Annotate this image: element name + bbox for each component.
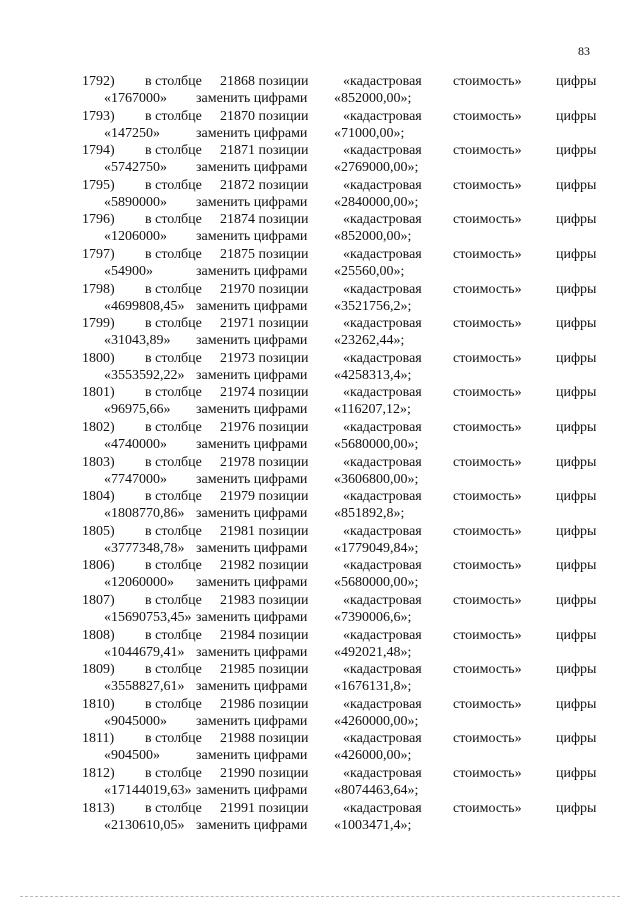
item-number: 1797): [82, 247, 115, 262]
amendment-item: [0, 73, 640, 107]
old-value: «31043,89»: [104, 333, 171, 349]
digits-word: цифры: [556, 143, 597, 159]
item-number: 1808): [82, 627, 115, 643]
replace-phrase: заменить цифрами: [196, 506, 308, 522]
item-number: 1811): [82, 731, 115, 747]
position-number: 21986 позиции: [220, 696, 309, 712]
old-value: «9045000»: [104, 713, 167, 729]
new-value: «25560,00»;: [334, 264, 405, 279]
value-word: стоимость»: [453, 281, 522, 297]
digits-word: цифры: [556, 800, 597, 816]
old-value: «1808770,86»: [104, 506, 185, 522]
value-word: стоимость»: [453, 143, 522, 159]
new-value: «71000,00»;: [334, 125, 405, 141]
cadastral-word: «кадастровая: [343, 247, 422, 262]
new-value: «5680000,00»;: [334, 437, 419, 452]
digits-word: цифры: [556, 108, 597, 124]
digits-word: цифры: [556, 281, 597, 297]
digits-word: цифры: [556, 662, 597, 678]
value-word: стоимость»: [453, 420, 522, 435]
item-number: 1801): [82, 385, 115, 401]
cadastral-word: «кадастровая: [343, 143, 422, 159]
position-number: 21874 позиции: [220, 212, 309, 228]
cadastral-word: «кадастровая: [343, 212, 422, 228]
replace-phrase: заменить цифрами: [196, 610, 308, 625]
replace-phrase: заменить цифрами: [196, 125, 308, 141]
column-word: в столбце: [145, 489, 202, 505]
old-value: «1044679,41»: [104, 644, 185, 660]
position-number: 21988 позиции: [220, 731, 309, 747]
column-word: в столбце: [145, 212, 202, 228]
new-value: «8074463,64»;: [334, 783, 419, 798]
replace-phrase: заменить цифрами: [196, 160, 308, 176]
value-word: стоимость»: [453, 627, 522, 643]
old-value: «54900»: [104, 264, 153, 279]
position-number: 21868 позиции: [220, 74, 309, 89]
cadastral-word: «кадастровая: [343, 316, 422, 332]
item-number: 1810): [82, 696, 115, 712]
amendment-item: [0, 523, 640, 557]
position-number: 21984 позиции: [220, 627, 309, 643]
digits-word: цифры: [556, 489, 597, 505]
cadastral-word: «кадастровая: [343, 489, 422, 505]
item-number: 1813): [82, 800, 115, 816]
page-number: 83: [578, 44, 590, 58]
position-number: 21872 позиции: [220, 177, 309, 193]
cadastral-word: «кадастровая: [343, 108, 422, 124]
column-word: в столбце: [145, 247, 202, 262]
value-word: стоимость»: [453, 800, 522, 816]
position-number: 21983 позиции: [220, 593, 309, 608]
old-value: «904500»: [104, 748, 160, 764]
item-number: 1809): [82, 662, 115, 678]
new-value: «4260000,00»;: [334, 713, 419, 729]
amendment-item: [0, 661, 640, 695]
old-value: «4740000»: [104, 437, 167, 452]
cadastral-word: «кадастровая: [343, 281, 422, 297]
cadastral-word: «кадастровая: [343, 696, 422, 712]
old-value: «12060000»: [104, 575, 174, 591]
new-value: «7390006,6»;: [334, 610, 412, 625]
value-word: стоимость»: [453, 108, 522, 124]
new-value: «2840000,00»;: [334, 194, 419, 210]
replace-phrase: заменить цифрами: [196, 402, 308, 418]
replace-phrase: заменить цифрами: [196, 367, 308, 383]
position-number: 21970 позиции: [220, 281, 309, 297]
old-value: «3777348,78»: [104, 540, 185, 556]
value-word: стоимость»: [453, 247, 522, 262]
replace-phrase: заменить цифрами: [196, 679, 308, 695]
column-word: в столбце: [145, 696, 202, 712]
new-value: «5680000,00»;: [334, 575, 419, 591]
position-number: 21981 позиции: [220, 523, 309, 539]
new-value: «3521756,2»;: [334, 298, 412, 314]
digits-word: цифры: [556, 247, 597, 262]
old-value: «5742750»: [104, 160, 167, 176]
position-number: 21985 позиции: [220, 662, 309, 678]
item-number: 1802): [82, 420, 115, 435]
old-value: «1206000»: [104, 229, 167, 245]
replace-phrase: заменить цифрами: [196, 783, 308, 798]
position-number: 21974 позиции: [220, 385, 309, 401]
column-word: в столбце: [145, 662, 202, 678]
item-number: 1795): [82, 177, 115, 193]
replace-phrase: заменить цифрами: [196, 817, 308, 833]
cadastral-word: «кадастровая: [343, 558, 422, 574]
new-value: «852000,00»;: [334, 229, 412, 245]
replace-phrase: заменить цифрами: [196, 748, 308, 764]
replace-phrase: заменить цифрами: [196, 264, 308, 279]
digits-word: цифры: [556, 593, 597, 608]
new-value: «23262,44»;: [334, 333, 405, 349]
new-value: «3606800,00»;: [334, 471, 419, 487]
position-number: 21971 позиции: [220, 316, 309, 332]
column-word: в столбце: [145, 627, 202, 643]
value-word: стоимость»: [453, 212, 522, 228]
item-number: 1803): [82, 454, 115, 470]
digits-word: цифры: [556, 454, 597, 470]
position-number: 21991 позиции: [220, 800, 309, 816]
amendment-item: [0, 800, 640, 834]
amendment-item: [0, 765, 640, 799]
digits-word: цифры: [556, 420, 597, 435]
new-value: «851892,8»;: [334, 506, 405, 522]
item-number: 1798): [82, 281, 115, 297]
column-word: в столбце: [145, 731, 202, 747]
digits-word: цифры: [556, 696, 597, 712]
replace-phrase: заменить цифрами: [196, 91, 308, 106]
digits-word: цифры: [556, 212, 597, 228]
item-number: 1799): [82, 316, 115, 332]
value-word: стоимость»: [453, 593, 522, 608]
value-word: стоимость»: [453, 177, 522, 193]
digits-word: цифры: [556, 627, 597, 643]
cadastral-word: «кадастровая: [343, 523, 422, 539]
amendment-item: [0, 108, 640, 142]
position-number: 21973 позиции: [220, 350, 309, 366]
item-number: 1800): [82, 350, 115, 366]
new-value: «4258313,4»;: [334, 367, 412, 383]
column-word: в столбце: [145, 143, 202, 159]
amendment-item: [0, 488, 640, 522]
position-number: 21982 позиции: [220, 558, 309, 574]
replace-phrase: заменить цифрами: [196, 229, 308, 245]
item-number: 1805): [82, 523, 115, 539]
item-number: 1796): [82, 212, 115, 228]
old-value: «4699808,45»: [104, 298, 185, 314]
column-word: в столбце: [145, 420, 202, 435]
amendment-item: [0, 419, 640, 453]
new-value: «1779049,84»;: [334, 540, 419, 556]
value-word: стоимость»: [453, 662, 522, 678]
amendment-item: [0, 177, 640, 211]
column-word: в столбце: [145, 281, 202, 297]
digits-word: цифры: [556, 350, 597, 366]
amendment-item: [0, 627, 640, 661]
amendment-item: [0, 350, 640, 384]
value-word: стоимость»: [453, 385, 522, 401]
old-value: «7747000»: [104, 471, 167, 487]
column-word: в столбце: [145, 454, 202, 470]
old-value: «96975,66»: [104, 402, 171, 418]
cadastral-word: «кадастровая: [343, 74, 422, 89]
column-word: в столбце: [145, 523, 202, 539]
column-word: в столбце: [145, 316, 202, 332]
amendment-item: [0, 384, 640, 418]
digits-word: цифры: [556, 177, 597, 193]
new-value: «492021,48»;: [334, 644, 412, 660]
cadastral-word: «кадастровая: [343, 177, 422, 193]
cadastral-word: «кадастровая: [343, 350, 422, 366]
column-word: в столбце: [145, 766, 202, 781]
value-word: стоимость»: [453, 558, 522, 574]
digits-word: цифры: [556, 385, 597, 401]
digits-word: цифры: [556, 558, 597, 574]
old-value: «17144019,63»: [104, 783, 192, 798]
digits-word: цифры: [556, 523, 597, 539]
replace-phrase: заменить цифрами: [196, 471, 308, 487]
replace-phrase: заменить цифрами: [196, 540, 308, 556]
cadastral-word: «кадастровая: [343, 454, 422, 470]
replace-phrase: заменить цифрами: [196, 194, 308, 210]
cadastral-word: «кадастровая: [343, 593, 422, 608]
cadastral-word: «кадастровая: [343, 766, 422, 781]
replace-phrase: заменить цифрами: [196, 437, 308, 452]
value-word: стоимость»: [453, 766, 522, 781]
column-word: в столбце: [145, 593, 202, 608]
amendment-item: [0, 730, 640, 764]
new-value: «116207,12»;: [334, 402, 411, 418]
column-word: в столбце: [145, 108, 202, 124]
item-number: 1793): [82, 108, 115, 124]
new-value: «1676131,8»;: [334, 679, 412, 695]
position-number: 21976 позиции: [220, 420, 309, 435]
replace-phrase: заменить цифрами: [196, 333, 308, 349]
amendment-item: [0, 696, 640, 730]
digits-word: цифры: [556, 731, 597, 747]
digits-word: цифры: [556, 766, 597, 781]
value-word: стоимость»: [453, 489, 522, 505]
column-word: в столбце: [145, 385, 202, 401]
column-word: в столбце: [145, 74, 202, 89]
digits-word: цифры: [556, 74, 597, 89]
replace-phrase: заменить цифрами: [196, 644, 308, 660]
cadastral-word: «кадастровая: [343, 420, 422, 435]
item-number: 1804): [82, 489, 115, 505]
position-number: 21978 позиции: [220, 454, 309, 470]
old-value: «3553592,22»: [104, 367, 185, 383]
amendment-item: [0, 315, 640, 349]
item-number: 1812): [82, 766, 115, 781]
value-word: стоимость»: [453, 731, 522, 747]
column-word: в столбце: [145, 558, 202, 574]
replace-phrase: заменить цифрами: [196, 713, 308, 729]
value-word: стоимость»: [453, 350, 522, 366]
amendment-item: [0, 142, 640, 176]
replace-phrase: заменить цифрами: [196, 575, 308, 591]
replace-phrase: заменить цифрами: [196, 298, 308, 314]
amendment-item: [0, 454, 640, 488]
new-value: «852000,00»;: [334, 91, 412, 106]
item-number: 1806): [82, 558, 115, 574]
old-value: «5890000»: [104, 194, 167, 210]
position-number: 21990 позиции: [220, 766, 309, 781]
item-number: 1807): [82, 593, 115, 608]
value-word: стоимость»: [453, 523, 522, 539]
position-number: 21979 позиции: [220, 489, 309, 505]
new-value: «426000,00»;: [334, 748, 412, 764]
value-word: стоимость»: [453, 454, 522, 470]
amendment-item: [0, 281, 640, 315]
new-value: «2769000,00»;: [334, 160, 419, 176]
position-number: 21871 позиции: [220, 143, 309, 159]
amendment-item: [0, 592, 640, 626]
position-number: 21875 позиции: [220, 247, 309, 262]
amendment-item: [0, 211, 640, 245]
amendment-item: [0, 246, 640, 280]
value-word: стоимость»: [453, 696, 522, 712]
cadastral-word: «кадастровая: [343, 731, 422, 747]
old-value: «147250»: [104, 125, 160, 141]
position-number: 21870 позиции: [220, 108, 309, 124]
cadastral-word: «кадастровая: [343, 800, 422, 816]
new-value: «1003471,4»;: [334, 817, 412, 833]
old-value: «3558827,61»: [104, 679, 185, 695]
cadastral-word: «кадастровая: [343, 662, 422, 678]
old-value: «1767000»: [104, 91, 167, 106]
value-word: стоимость»: [453, 316, 522, 332]
page-bottom-rule: [20, 896, 620, 898]
amendment-item: [0, 557, 640, 591]
column-word: в столбце: [145, 177, 202, 193]
column-word: в столбце: [145, 800, 202, 816]
cadastral-word: «кадастровая: [343, 627, 422, 643]
old-value: «2130610,05»: [104, 817, 185, 833]
column-word: в столбце: [145, 350, 202, 366]
cadastral-word: «кадастровая: [343, 385, 422, 401]
item-number: 1794): [82, 143, 115, 159]
digits-word: цифры: [556, 316, 597, 332]
item-number: 1792): [82, 74, 115, 89]
value-word: стоимость»: [453, 74, 522, 89]
old-value: «15690753,45»: [104, 610, 192, 625]
